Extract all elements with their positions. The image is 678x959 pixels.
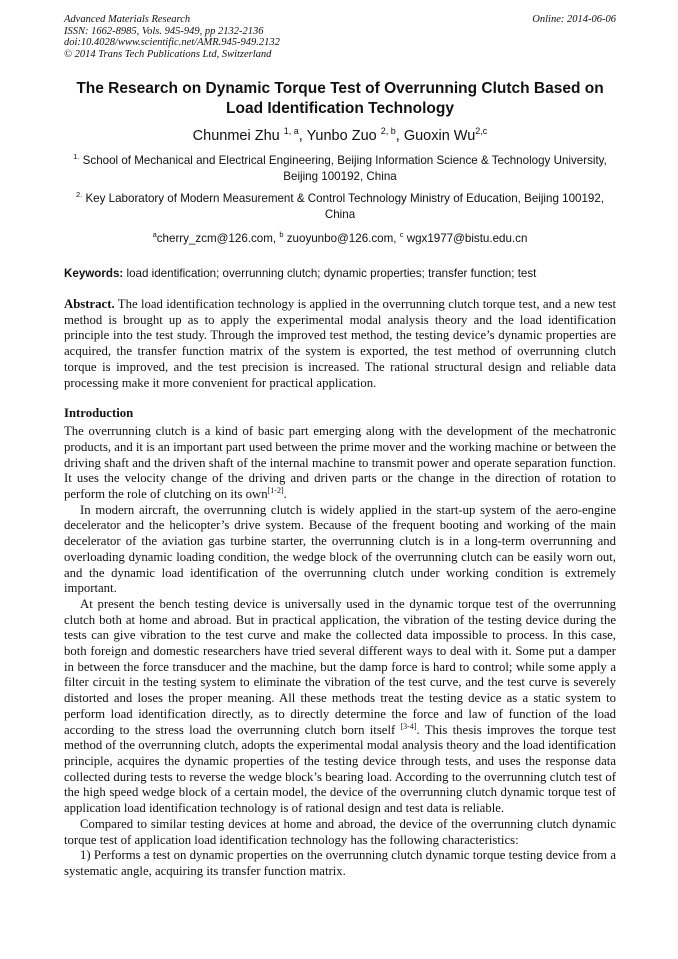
author-separator: ,: [395, 128, 404, 144]
section-heading-introduction: Introduction: [64, 406, 134, 421]
abstract-text: The load identification technology is applied in the overrunning clutch torque test, and a new test method is brought up as to apply the experimental modal analysis theory and the load identification principle into the test study. Through the improved test method, the testing device’s dynamic properties are acquired, the transfer function matrix of the system is exported, the test method of overrunning clutch torque is improved, and the test precision is increased. The rational structural design and reliable data processing make it more convenient for practical application.: [64, 297, 616, 390]
author-superscript: 2,c: [475, 126, 488, 136]
affiliation-2: [64, 191, 616, 222]
copyright-line: © 2014 Trans Tech Publications Ltd, Switzerland: [64, 48, 272, 60]
keywords: [64, 266, 616, 281]
email-list: [64, 231, 616, 246]
introduction-body: [64, 424, 616, 879]
abstract-label: Abstract.: [64, 297, 115, 311]
keywords-label: Keywords:: [64, 267, 124, 280]
affiliation-text: Key Laboratory of Modern Measurement & Control Technology Ministry of Education, Beijing 100192, China: [85, 192, 605, 221]
paragraph-text: . This thesis improves the torque test method of the overrunning clutch, adopts the experimental modal analysis theory and the load identification principle, acquires the dynamic properties of the testing device through tests, and uses the response data collected during tests to reverse the wedge block’s bearing load. According to the overrunning clutch test of the high speed wedge block of a certain model, the device of the overrunning clutch dynamic torque test of application load identification technology is of rational design and test data is reliable.: [64, 722, 616, 816]
paragraph: [64, 424, 616, 503]
paper-title: The Research on Dynamic Torque Test of Overrunning Clutch Based on Load Identification Technology: [76, 80, 604, 117]
email-marker: b: [279, 230, 284, 239]
paragraph: [64, 597, 616, 817]
author-name: Guoxin Wu: [403, 128, 476, 144]
paragraph-text: .: [283, 487, 287, 502]
email-address: cherry_zcm@126.com,: [156, 232, 280, 245]
email-marker: a: [152, 230, 157, 239]
journal-name: Advanced Materials Research: [64, 14, 191, 25]
author-list: [64, 126, 616, 146]
abstract: [64, 297, 616, 391]
keywords-text: load identification; overrunning clutch; dynamic properties; transfer function; test: [126, 267, 537, 280]
author-name: Chunmei Zhu: [192, 128, 280, 144]
paragraph: 1) Performs a test on dynamic properties on the overrunning clutch dynamic torque testing device from a systematic angle, acquiring its transfer function matrix.: [64, 848, 616, 878]
paragraph-text: The overrunning clutch is a kind of basic part emerging along with the development of the mechatronic products, and it is an important part used between the prime mover and the working machine or between the driving shaft and the driven shaft of the internal machine to transmit power and operate separation function. It uses the velocity change of the driving and driven parts or the change in the direction of rotation to perform the role of clutching on its own: [64, 424, 616, 502]
doi-line: doi:10.4028/www.scientific.net/AMR.945-949.2132: [64, 37, 280, 48]
email-address: wgx1977@bistu.edu.cn: [406, 232, 528, 245]
affiliation-marker: 2.: [75, 190, 83, 199]
email-address: zuoyunbo@126.com,: [286, 232, 400, 245]
author-superscript: 1, a: [283, 126, 299, 136]
issn-line: ISSN: 1662-8985, Vols. 945-949, pp 2132-2136: [64, 25, 264, 37]
affiliation-text: School of Mechanical and Electrical Engineering, Beijing Information Science & Technology University, Beijing 100192, China: [82, 154, 607, 183]
affiliation-marker: 1.: [73, 152, 80, 161]
author-name: Yunbo Zuo: [306, 128, 377, 144]
citation: [1-2]: [267, 486, 284, 496]
email-marker: c: [399, 230, 404, 239]
paper-page: [64, 14, 616, 880]
journal-header: [64, 14, 616, 60]
online-date: Online: 2014-06-06: [532, 14, 616, 25]
author-superscript: 2, b: [380, 126, 396, 136]
author-separator: ,: [298, 128, 307, 144]
paragraph: In modern aircraft, the overrunning clutch is widely applied in the start-up system of the aero-engine decelerator and the helicopter’s drive system. Because of the frequent booting and working of the main decelerator of the aviation gas turbine starter, the overrunning clutch is in a long-term overrunning and overloading dynamic loading condition, the wedge block of the overrunning clutch can be easily worn out, and the dynamic load identification of the overrunning clutch under working condition is extremely important.: [64, 502, 616, 596]
paragraph: Compared to similar testing devices at home and abroad, the device of the overrunning clutch dynamic torque test of application load identification technology has the following characteristics:: [64, 816, 616, 847]
paragraph-text: At present the bench testing device is universally used in the dynamic torque test of the overrunning clutch both at home and abroad. But in practical application, the vibration of the testing device during the tests can give vibration to the test curve and make the collected data impossible to process. In this case, both foreign and domestic researchers have tried several different ways to deal with it. Some put a damper in between the force transducer and the machine, but the damp force is hard to control; while some apply a filter circuit in the testing system to eliminate the vibration of the test curve, and the test curve is severely distorted and loses the proper meaning. All these methods treat the testing device as a static system to perform load identification directly, as to directly determine the force and law of function of the load according to the stress load the overrunning clutch born itself: [64, 596, 616, 737]
affiliation-1: [64, 153, 616, 184]
citation: [3-4]: [400, 721, 417, 731]
